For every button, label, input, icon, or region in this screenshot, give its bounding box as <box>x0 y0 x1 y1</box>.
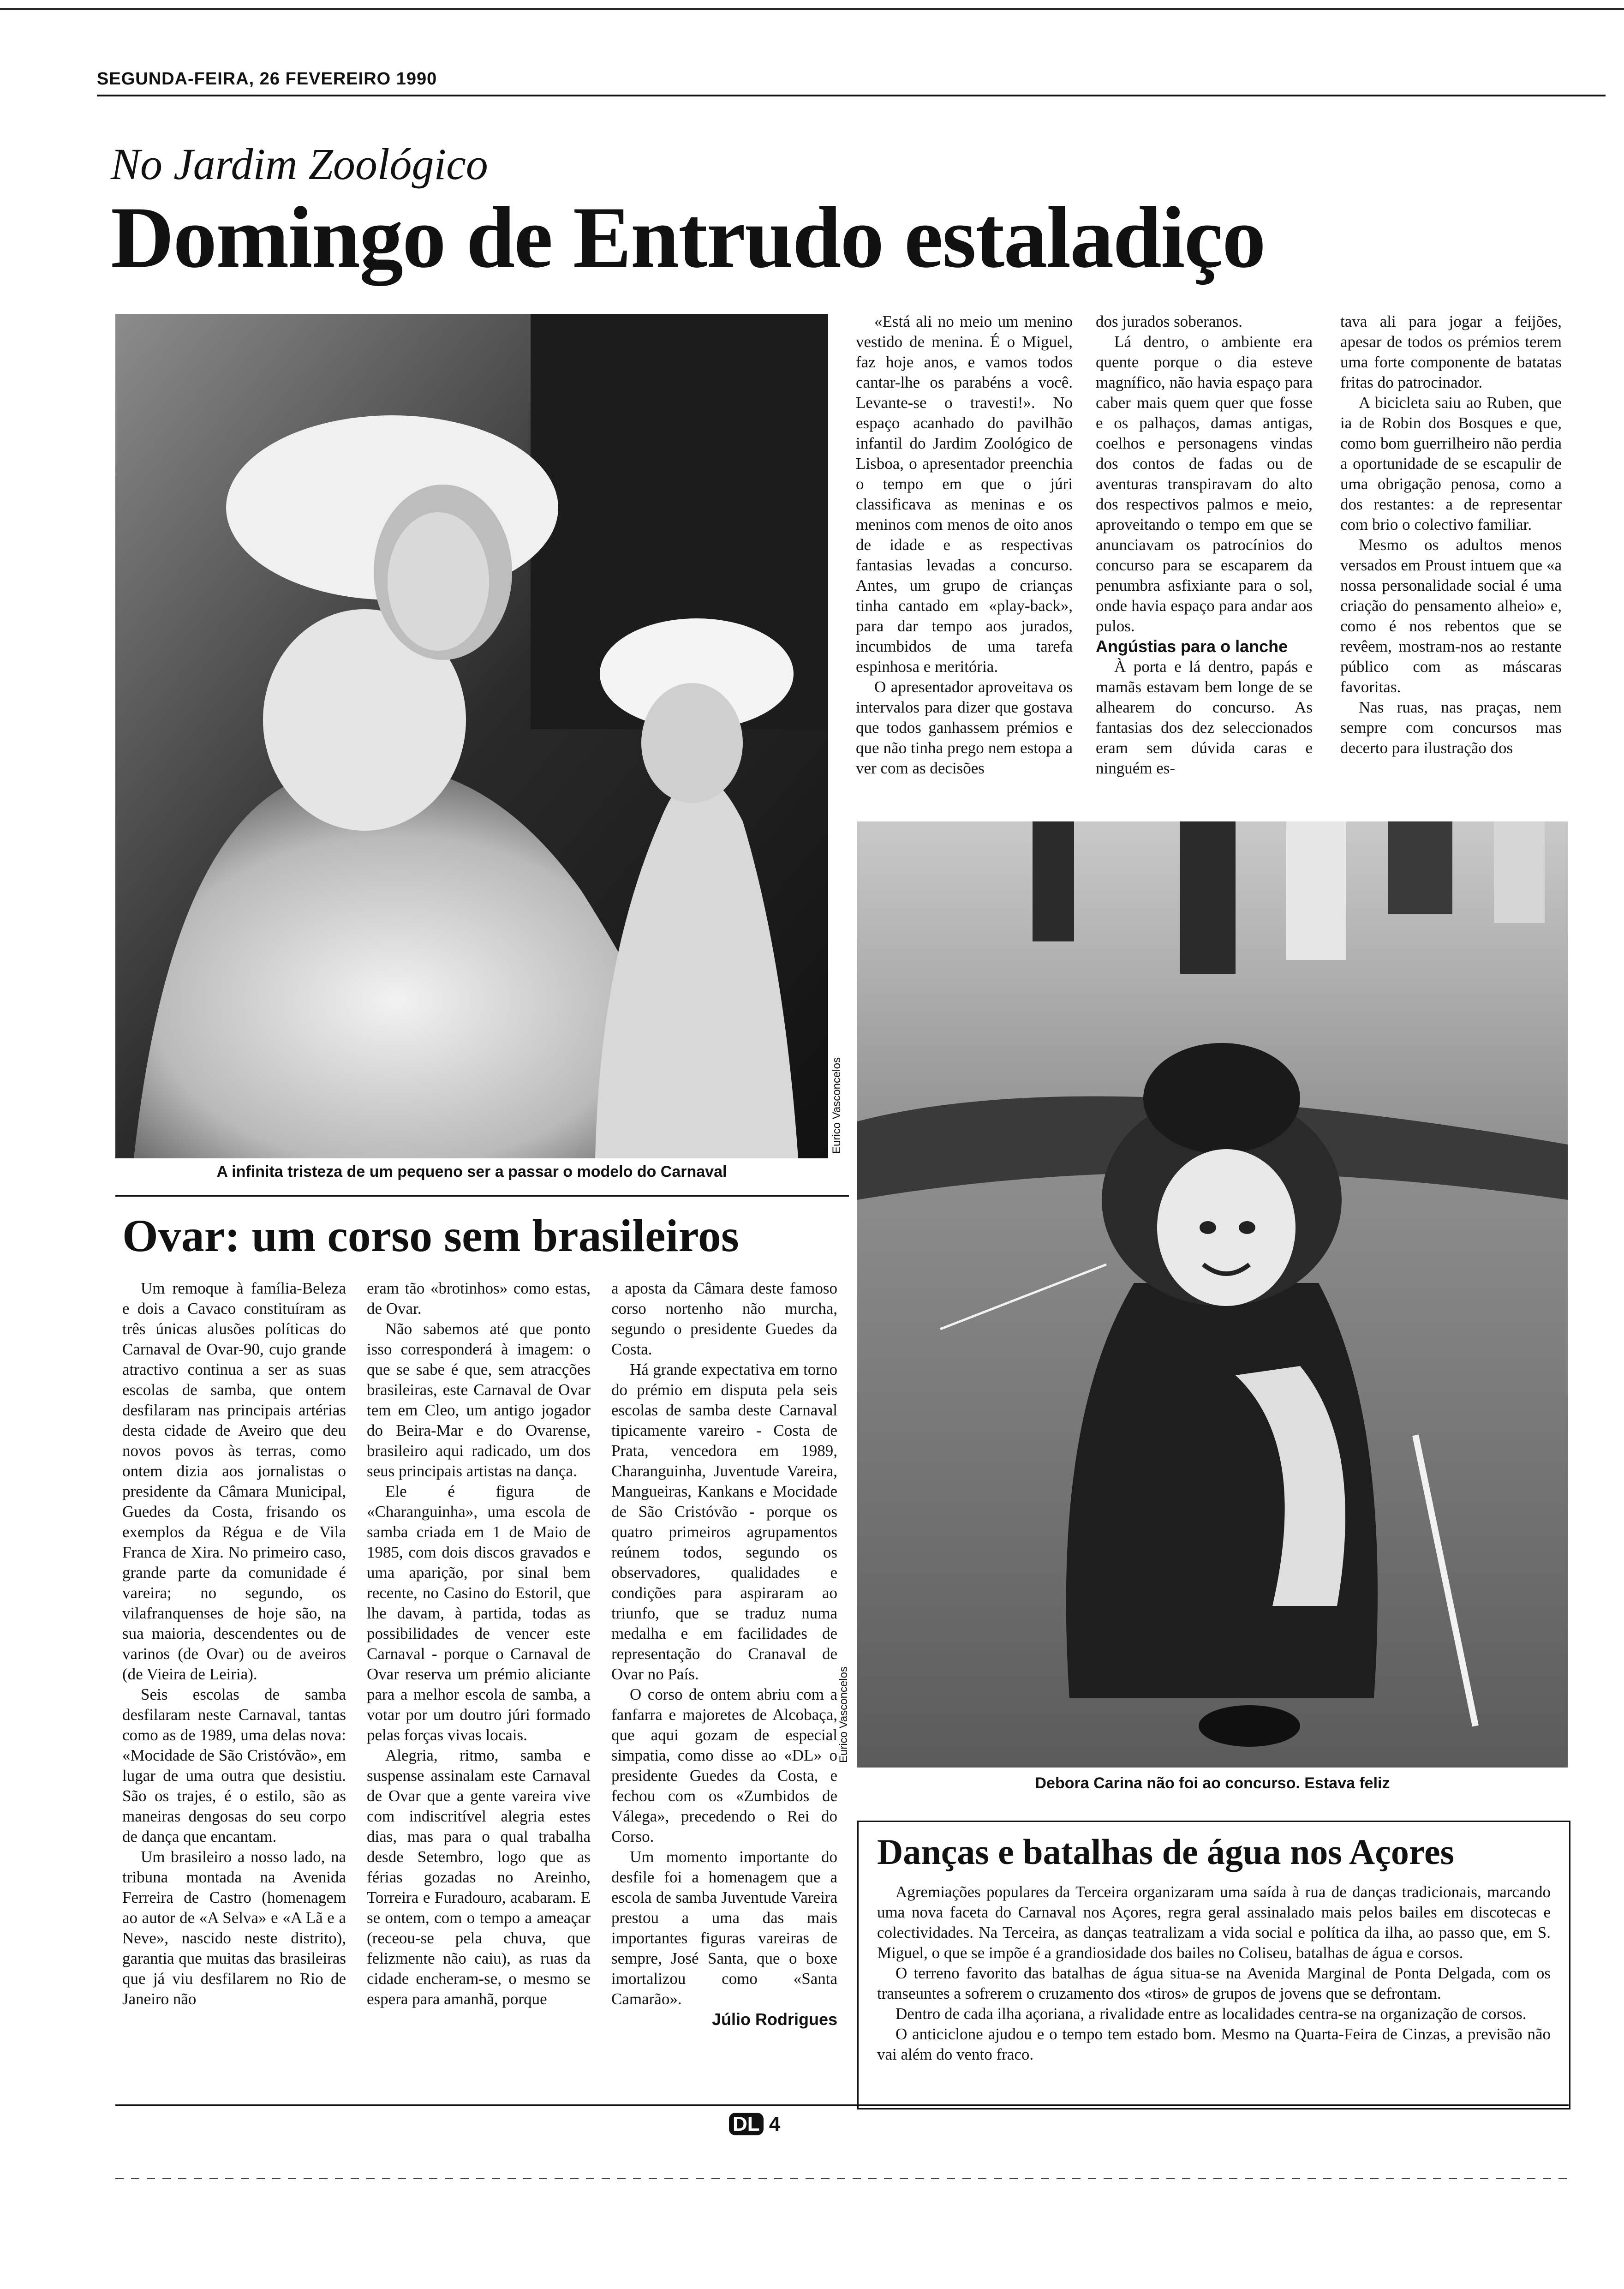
photo-debora-carina <box>857 821 1568 1768</box>
main-column-1 <box>856 312 1073 819</box>
photo-debora-carina-drawing <box>857 821 1568 1768</box>
photo-sad-child <box>115 314 828 1158</box>
ovar-col2-paragraph: eram tão «brotinhos» como estas, de Ovar. <box>367 1279 591 1318</box>
article-kicker: No Jardim Zoológico <box>111 139 488 189</box>
acores-paragraph: Agremiações populares da Terceira organizaram uma saída à rua de danças tradicionais, marcando uma nova faceta do Carnaval nos Açores, regra geral assinalado mais pelos bailes em discotecas e colectividades. Na Terceira, as danças teatralizam a vida social e política da ilha, ao passo que, em S. Miguel, o que se impõe é a grandiosidade dos bailes no Coliseu, batalhas de água e corsos. <box>877 1883 1551 1962</box>
acores-paragraph: Dentro de cada ilha açoriana, a rivalidade entre as localidades centra-se na organização de corsos. <box>896 2005 1527 2023</box>
ovar-byline: Júlio Rodrigues <box>711 2010 837 2029</box>
main-col3-paragraph: A bicicleta saiu ao Ruben, que ia de Robin dos Bosques e que, como bom guerrilheiro não perdia a oportunidade de se escapulir de uma obrigação penosa, como a dos restantes: a de representar com brio o colectivo familiar. <box>1340 394 1562 533</box>
ovar-col1-paragraph: Um brasileiro a nosso lado, na tribuna montada na Avenida Ferreira de Castro (homenagem ao autor de «A Selva» e «A Lã e a Neve», nascido neste distrito), garantia que muitas das brasileiras que já viu desfilarem no Rio de Janeiro não <box>122 1848 346 2008</box>
ovar-column-2 <box>367 1278 591 2100</box>
ovar-column-3 <box>611 1278 837 2100</box>
page-number: 4 <box>769 2113 781 2135</box>
dl-logo: DL <box>729 2113 764 2135</box>
ovar-col2-paragraph: Alegria, ritmo, samba e suspense assinalam este Carnaval de Ovar que a gente vareira vive com indiscritível alegria estes dias, mas para o qual trabalha desde Setembro, logo que as férias gozadas no Areinho, Torreira e Furadouro, acabaram. E se ontem, com o tempo a ameaçar (receou-se pela chuva, que felizmente não caiu), as ruas da cidade encheram-se, o mesmo se espera para amanhã, porque <box>367 1746 591 2008</box>
ovar-col3-paragraph: a aposta da Câmara deste famoso corso nortenho não murcha, segundo o presidente Guedes da Costa. <box>611 1279 837 1358</box>
ovar-col2-paragraph: Ele é figura de «Charanguinha», uma escola de samba criada em 1 de Maio de 1985, com dois discos gravados e uma aparição, por sinal bem recente, no Casino do Estoril, que lhe davam, à partida, todas as possibilidades de vencer este Carnaval - porque o Carnaval de Ovar reserva um prémio aliciante para a melhor escola de samba, a votar por um doutro júri formado pelas forças vivas locais. <box>367 1482 591 1744</box>
ovar-col3-paragraph: Há grande expectativa em torno do prémio em disputa pela seis escolas de samba deste Carnaval tipicamente vareiro - Costa de Prata, vencedora em 1989, Charanguinha, Juventude Vareira, Mangueiras, Kankans e Mocidade de São Cristóvão - porque os quatro primeiros agrupamentos reúnem todos, segundo os observadores, qualidades e condições para aspiraram ao triunfo, que se traduz numa medalha e em facilidades de representação do Cranaval de Ovar no País. <box>611 1360 837 1683</box>
main-col3-paragraph: Nas ruas, nas praças, nem sempre com concursos mas decerto para ilustração dos <box>1340 698 1562 757</box>
photo-debora-carina-credit: Eurico Vasconcelos <box>837 1666 850 1763</box>
dateline-rule <box>97 95 1606 96</box>
main-col2-paragraph: Lá dentro, o ambiente era quente porque o dia esteve magnífico, não havia espaço para caber mais quem quer que fosse e os palhaços, damas antigas, coelhos e personagens vindas dos contos de fadas ou de aventuras transpiravam do alto dos respectivos palmos e meio, aproveitando o tempo em que se anunciavam os patrocínios do concurso para se escaparem da penumbra asfixiante para o sol, onde havia espaço para andar aos pulos. <box>1096 333 1313 635</box>
main-col3-paragraph: Mesmo os adultos menos versados em Proust intuem que «a nossa personalidade social é uma criação do pensamento alheio» e, como é nos rebentos que se revêem, mostram-nos ao restante público com as máscaras favoritas. <box>1340 536 1562 696</box>
main-col2-paragraph: dos jurados soberanos. <box>1096 312 1242 330</box>
acores-paragraph: O anticiclone ajudou e o tempo tem estado bom. Mesmo na Quarta-Feira de Cinzas, a previsão não vai além do vento fraco. <box>877 2025 1551 2063</box>
main-col1-paragraph: «Está ali no meio um menino vestido de menina. É o Miguel, faz hoje anos, e vamos todos cantar-lhe os parabéns a você. Levante-se o travesti!». No espaço acanhado do pavilhão infantil do Jardim Zoológico de Lisboa, o apresentador preenchia o tempo em que o júri classificava as meninas e os meninos com menos de oito anos de idade e as respectivas fantasias levadas a concurso. Antes, um grupo de crianças tinha cantado em «play-back», para dar tempo aos jurados, incumbidos de uma tarefa espinhosa e meritória. <box>856 312 1073 676</box>
photo-sad-child-credit: Eurico Vasconcelos <box>830 1057 843 1154</box>
article-headline: Domingo de Entrudo estaladiço <box>111 189 1265 286</box>
dateline: SEGUNDA-FEIRA, 26 FEVEREIRO 1990 <box>97 69 437 89</box>
main-col2-subhead: Angústias para o lanche <box>1096 637 1288 656</box>
photo-debora-carina-caption: Debora Carina não foi ao concurso. Estava feliz <box>1035 1774 1390 1792</box>
ovar-col1-paragraph: Um remoque à família-Beleza e dois a Cavaco constituíram as três únicas alusões políticas do Carnaval de Ovar-90, cujo grande atractivo continua a ser as suas escolas de samba, que ontem desfilaram nas principais artérias desta cidade de Aveiro que deu novos povos às terras, como ontem dizia aos jornalistas o presidente da Câmara Municipal, Guedes da Costa, frisando os exemplos da Régua e de Vila Franca de Xira. No primeiro caso, grande parte da comunidade é vareira; no segundo, os vilafranquenses de hoje são, na sua maioria, descendentes ou de varinos (de Ovar) ou de aveiros (de Vieira de Leiria). <box>122 1279 346 1683</box>
main-column-3 <box>1340 312 1562 819</box>
main-column-2 <box>1096 312 1313 819</box>
ovar-col3-paragraph: O corso de ontem abriu com a fanfarra e majoretes de Alcobaça, que aqui gozam de especial simpatia, como disse ao «DL» o presidente Guedes da Costa, e fechou com os «Zumbidos de Válega», precedendo o Rei do Corso. <box>611 1685 837 1846</box>
main-col1-paragraph: O apresentador aproveitava os intervalos para dizer que gostava que todos ganhassem prémios e que não tinha prego nem estopa a ver com as decisões <box>856 678 1073 777</box>
acores-title: Danças e batalhas de água nos Açores <box>877 1832 1455 1872</box>
main-col3-paragraph: tava ali para jogar a feijões, apesar de todos os prémios terem uma forte componente de batatas fritas do patrocinador. <box>1340 312 1562 391</box>
ovar-col3-paragraph: Um momento importante do desfile foi a homenagem que a escola de samba Juventude Vareira prestou a uma das mais importantes figuras vareiras de sempre, José Santa, que o boxe imortalizou como «Santa Camarão». <box>611 1848 837 2008</box>
photo-sad-child-caption: A infinita tristeza de um pequeno ser a passar o modelo do Carnaval <box>216 1163 727 1180</box>
acores-paragraph: O terreno favorito das batalhas de água situa-se na Avenida Marginal de Ponta Delgada, com os transeuntes a sofrerem o cruzamento dos «tiros» de grupos de jovens que se defrontam. <box>877 1964 1551 2002</box>
ovar-col2-paragraph: Não sabemos até que ponto isso corresponderá à imagem: o que se sabe é que, sem atracções brasileiras, este Carnaval de Ovar tem em Cleo, um antigo jogador do Beira-Mar e do Ovarense, brasileiro aqui radicado, um dos seus principais artistas na dança. <box>367 1320 591 1480</box>
ovar-col1-paragraph: Seis escolas de samba desfilaram neste Carnaval, tantas como as de 1989, uma delas nova: «Mocidade de São Cristóvão», em lugar de uma outra que desistiu. São os trajes, é o estilo, são as maneiras dengosas do seu corpo de dança que encantam. <box>122 1685 346 1846</box>
acores-body <box>877 1882 1551 2065</box>
footer-logo <box>729 2113 780 2136</box>
footer-rule <box>115 2104 1569 2106</box>
ovar-title: Ovar: um corso sem brasileiros <box>122 1210 739 1261</box>
acores-box <box>857 1821 1570 2109</box>
bottom-dashed-rule <box>115 2178 1569 2179</box>
top-rule <box>0 8 1624 10</box>
main-col2-paragraph: À porta e lá dentro, papás e mamãs estavam bem longe de se alhearem do concurso. As fantasias dos dez seleccionados eram sem dúvida caras e ninguém es- <box>1096 658 1313 777</box>
photo-sad-child-drawing <box>115 314 828 1158</box>
ovar-column-1 <box>122 1278 346 2100</box>
ovar-top-rule <box>115 1195 849 1197</box>
